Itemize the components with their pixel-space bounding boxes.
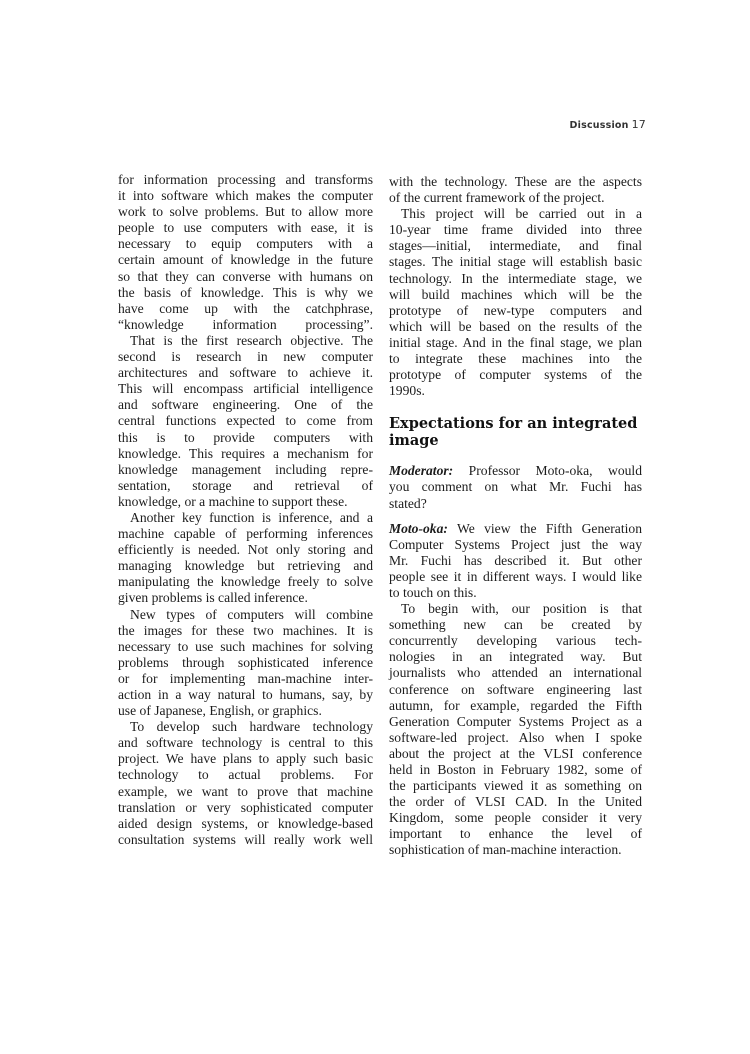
paragraph <box>118 333 373 510</box>
text-line: To begin with, our position is that <box>401 601 642 617</box>
text-line: Kingdom, some people consider it very <box>389 810 642 826</box>
text-line: technology. In the intermediate stage, we <box>389 270 642 286</box>
text-line: work to solve problems. But to allow more <box>118 204 373 220</box>
text-line: people see it in different ways. I would like <box>389 568 642 584</box>
text-line: 10-year time frame divided into three <box>389 222 642 238</box>
text-line: something new can be created by <box>389 617 642 633</box>
text-line: Mr. Fuchi has described it. But other <box>389 552 642 568</box>
text-line: nologies in an integrated way. But <box>389 649 642 665</box>
paragraph <box>389 601 642 859</box>
text-line: have come up with the catchphrase, <box>118 300 373 316</box>
section-title: Discussion <box>569 120 629 131</box>
text-line: of the current framework of the project. <box>389 190 605 206</box>
text-line: concurrently developing various tech- <box>389 633 642 649</box>
text-line: architectures and software to achieve it. <box>118 365 373 381</box>
page-number: 17 <box>631 118 646 131</box>
text-line: knowledge, or a machine to support these. <box>118 493 348 509</box>
text-line: That is the first research objective. The <box>130 332 373 348</box>
text-line: manipulating the knowledge freely to solve <box>118 574 373 590</box>
text-line: central functions expected to come from <box>118 413 373 429</box>
text-line: Moto-oka: We view the Fifth Generation <box>389 520 642 536</box>
text-line: Generation Computer Systems Project as a <box>389 713 642 729</box>
text-line: knowledge. This requires a mechanism for <box>118 445 373 461</box>
text-line: necessary to equip computers with a <box>118 236 373 252</box>
text-line: to touch on this. <box>389 584 477 600</box>
text-line: and software engineering. One of the <box>118 397 373 413</box>
left-column <box>118 172 373 848</box>
paragraph <box>389 206 642 399</box>
text-line: you comment on what Mr. Fuchi has <box>389 479 642 495</box>
text-line: action in a way natural to humans, say, by <box>118 687 373 702</box>
text-line: given problems is called inference. <box>118 590 308 606</box>
text-line: the basis of knowledge. This is why we <box>118 284 373 300</box>
text-line: “knowledge information processing”. <box>118 316 373 332</box>
running-header <box>570 118 646 131</box>
text-line: stages—initial, intermediate, and final <box>389 238 642 254</box>
text-line: To develop such hardware technology <box>130 719 373 735</box>
text-line: Moderator: Professor Moto-oka, would <box>389 463 642 479</box>
text-line: consultation systems will really work well <box>118 831 373 847</box>
paragraph <box>118 172 373 333</box>
text-line: for information processing and transforms <box>118 172 373 187</box>
text-line: machine capable of performing inferences <box>118 526 373 542</box>
text-line: This project will be carried out in a <box>401 206 642 222</box>
text-line: sentation, storage and retrieval of <box>118 477 373 493</box>
text-line: which will be based on the results of the <box>389 318 642 334</box>
speaker-label: Moderator: <box>389 463 454 479</box>
text-line: stated? <box>389 495 427 511</box>
text-line: certain amount of knowledge in the future <box>118 252 373 268</box>
text-line: stages. The initial stage will establish basic <box>389 254 642 270</box>
text-line: software-led project. Also when I spoke <box>389 729 642 745</box>
text-line: and software technology is central to this <box>118 735 373 751</box>
text-line: problems through sophisticated inference <box>118 654 373 670</box>
text-line: technology to actual problems. For <box>118 767 373 783</box>
paragraph <box>118 607 373 720</box>
text-line: to integrate these machines into the <box>389 351 642 367</box>
section-heading <box>389 415 642 449</box>
text-line: sophistication of man-machine interaction. <box>389 842 622 858</box>
heading-line: image <box>389 432 439 450</box>
text-line: knowledge management including repre- <box>118 461 373 477</box>
text-line: people to use computers with ease, it is <box>118 220 373 236</box>
heading-line: Expectations for an integrated <box>389 415 638 433</box>
text-line: aided design systems, or knowledge-based <box>118 815 373 831</box>
text-line: necessary to use such machines for solving <box>118 638 373 654</box>
text-line: use of Japanese, English, or graphics. <box>118 703 322 719</box>
text-line: the images for these two machines. It is <box>118 622 373 638</box>
text-line: conference on software engineering last <box>389 681 642 697</box>
text-line: journalists who attended an international <box>389 665 642 681</box>
right-column <box>389 174 642 859</box>
text-line: efficiently is needed. Not only storing and <box>118 542 373 558</box>
speaker-label: Moto-oka: <box>389 520 448 536</box>
text-line: the participants viewed it as something on <box>389 778 642 794</box>
text-line: the order of VLSI CAD. In the United <box>389 794 642 810</box>
text-line: about the project at the VLSI conference <box>389 745 642 761</box>
text-line: will build machines which will be the <box>389 286 642 302</box>
text-line: it into software which makes the computer <box>118 188 373 204</box>
text-line: so that they can converse with humans on <box>118 268 373 284</box>
text-line: example, we want to prove that machine <box>118 783 373 799</box>
text-line: translation or very sophisticated computer <box>118 799 373 815</box>
paragraph <box>118 719 373 848</box>
text-line: this is to provide computers with <box>118 429 373 445</box>
text-line: second is research in new computer <box>118 349 373 365</box>
paragraph <box>118 510 373 607</box>
text-line: Computer Systems Project just the way <box>389 536 642 552</box>
text-line: project. We have plans to apply such basic <box>118 751 373 767</box>
text-line: with the technology. These are the aspects <box>389 174 642 189</box>
motooka-answer <box>389 521 642 601</box>
text-line: initial stage. And in the final stage, we plan <box>389 334 642 350</box>
moderator-question <box>389 463 642 511</box>
text-line: important to enhance the level of <box>389 826 642 842</box>
text-line: autumn, for example, regarded the Fifth <box>389 697 642 713</box>
text-line: Another key function is inference, and a <box>130 509 373 525</box>
text-line: or for implementing man-machine inter- <box>118 670 373 686</box>
text-line: This will encompass artificial intelligence <box>118 381 373 397</box>
text-line: prototype of computer systems of the <box>389 367 642 383</box>
text-line: held in Boston in February 1982, some of <box>389 762 642 777</box>
text-line: prototype of new-type computers and <box>389 302 642 318</box>
text-line: managing knowledge but retrieving and <box>118 558 373 574</box>
text-line: New types of computers will combine <box>130 606 373 622</box>
text-line: 1990s. <box>389 383 425 399</box>
paragraph <box>389 174 642 206</box>
